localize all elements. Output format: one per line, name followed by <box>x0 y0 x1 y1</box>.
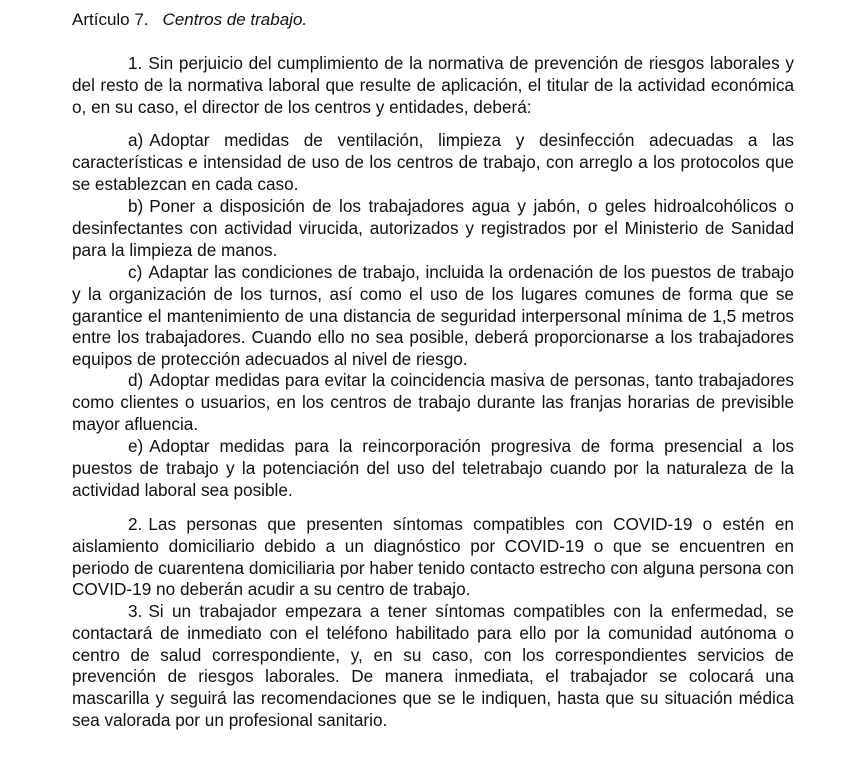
paragraph-label: 3. <box>128 601 143 621</box>
paragraph-e <box>72 436 794 501</box>
paragraph-text: Las personas que presenten síntomas compatibles con COVID-19 o estén en aislamiento domiciliario debido a un diagnóstico por COVID-19 o que se encuentren en periodo de cuarentena domiciliaria por haber tenido contacto estrecho con alguna persona con COVID-19 no deberán acudir a su centro de trabajo. <box>72 514 794 600</box>
paragraph-c <box>72 262 794 371</box>
paragraph-text: Poner a disposición de los trabajadores agua y jabón, o geles hidroalcohólicos o desinfectantes con actividad virucida, autorizados y registrados por el Ministerio de Sanidad para la limpieza de manos. <box>72 196 794 260</box>
paragraph-text: Adoptar medidas para evitar la coincidencia masiva de personas, tanto trabajadores como clientes o usuarios, en los centros de trabajo durante las franjas horarias de previsible mayor afluencia. <box>72 370 794 434</box>
paragraph-text: Adaptar las condiciones de trabajo, incluida la ordenación de los puestos de trabajo y la organización de los turnos, así como el uso de los lugares comunes de forma que se garantice el mantenimiento de una distancia de seguridad interpersonal mínima de 1,5 metros entre los trabajadores. Cuando ello no sea posible, deberá proporcionarse a los trabajadores equipos de protección adecuados al nivel de riesgo. <box>72 262 794 370</box>
paragraph-b <box>72 196 794 261</box>
paragraph-text: Si un trabajador empezara a tener síntomas compatibles con la enfermedad, se contactará de inmediato con el teléfono habilitado para ello por la comunidad autónoma o centro de salud correspondiente, y, en su caso, con los correspondientes servicios de prevención de riesgos laborales. De manera inmediata, el trabajador se colocará una mascarilla y seguirá las recomendaciones que se le indiquen, hasta que su situación médica sea valorada por un profesional sanitario. <box>72 601 794 730</box>
paragraph-d <box>72 370 794 435</box>
paragraph-label: 1. <box>128 53 143 73</box>
paragraph-3 <box>72 601 794 732</box>
paragraph-label: 2. <box>128 514 143 534</box>
paragraph-text: Adoptar medidas de ventilación, limpieza y desinfección adecuadas a las características e intensidad de uso de los centros de trabajo, con arreglo a los protocolos que se establezcan en cada caso. <box>72 130 794 194</box>
paragraph-text: Sin perjuicio del cumplimiento de la normativa de prevención de riesgos laborales y del resto de la normativa laboral que resulte de aplicación, el titular de la actividad económica o, en su caso, el director de los centros y entidades, deberá: <box>72 53 794 117</box>
paragraph-2 <box>72 514 794 601</box>
article-title: Centros de trabajo. <box>162 10 308 29</box>
article-heading <box>72 9 307 31</box>
paragraph-label: a) <box>128 130 144 150</box>
paragraph-1 <box>72 53 794 118</box>
paragraph-label: e) <box>128 436 144 456</box>
paragraph-text: Adoptar medidas para la reincorporación progresiva de forma presencial a los puestos de trabajo y la potenciación del uso del teletrabajo cuando por la naturaleza de la actividad laboral sea posible. <box>72 436 794 500</box>
paragraph-a <box>72 130 794 195</box>
paragraph-label: c) <box>128 262 143 282</box>
paragraph-label: d) <box>128 370 144 390</box>
paragraph-label: b) <box>128 196 144 216</box>
article-number: Artículo 7. <box>72 10 149 29</box>
